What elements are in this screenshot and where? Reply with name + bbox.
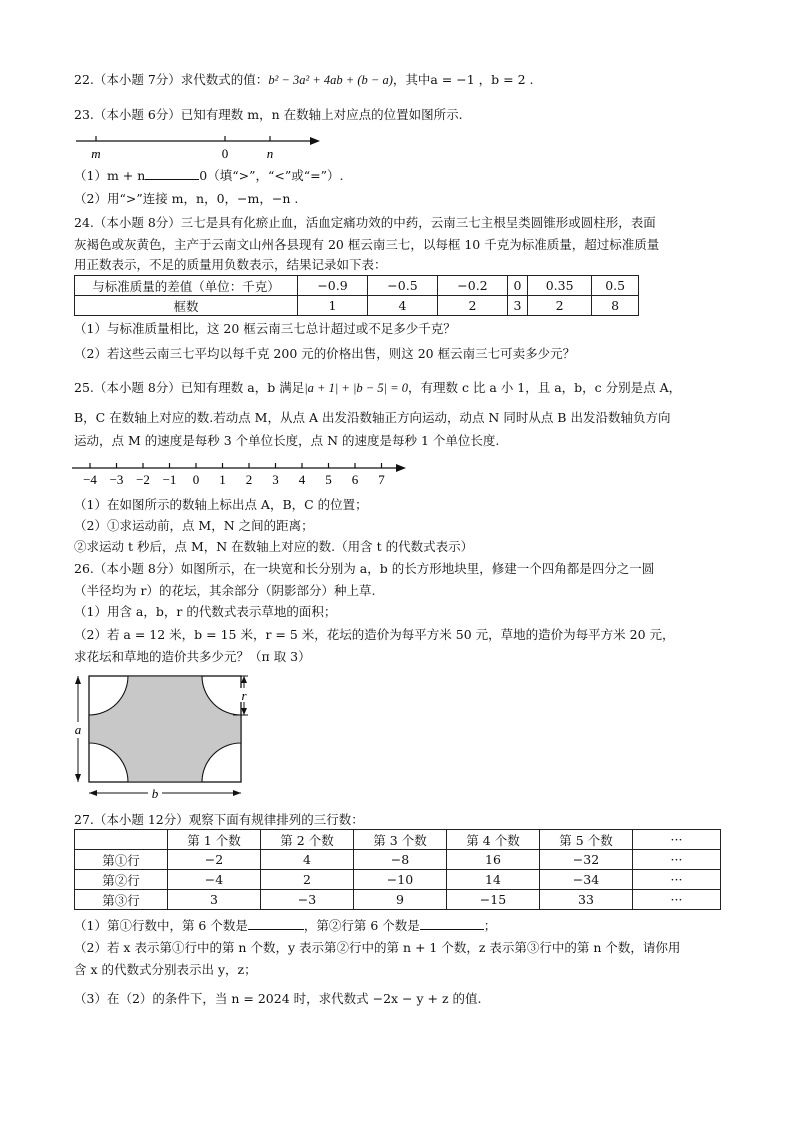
q27-stem: 27.（本小题 12分）观察下面有规律排列的三行数： [74,812,364,827]
q26-stem-line2: （半径均为 r）的花坛，其余部分（阴影部分）种上草. [74,583,376,598]
q26-dim-r-arrow-top [241,676,247,683]
q27-cell: −10 [354,870,447,890]
q27-header: 第 1 个数 [168,830,261,850]
q27-header [75,830,168,850]
q26-dim-a-arrow-bottom [75,774,81,782]
q27-header: 第 2 个数 [261,830,354,850]
q27-header: ··· [633,830,721,850]
q24-stem-line3: 用正数表示，不足的质量用负数表示，结果记录如下表： [74,257,387,272]
q22-line [74,72,533,88]
q24-cell: 3 [507,296,527,316]
q25-tick-label: 7 [378,472,385,487]
q24-table [74,275,639,316]
q26-stem-line1: 26.（本小题 8分）如图所示，在一块宽和长分别为 a，b 的长方形地块里，修建一个四角都是四分之一圆 [74,561,655,576]
q26-label-a: a [74,722,82,737]
q27-blank-row1[interactable] [248,917,304,930]
q27-cell: −32 [540,850,633,870]
q27-cell: 33 [540,890,633,910]
q22-condition: ，其中a = −1 ，b = 2 . [392,72,534,87]
q25-stem-line2: B，C 在数轴上对应的数.若动点 M，从点 A 出发沿数轴正方向运动，动点 N 同时从点 B 出发沿数轴负方向 [74,410,671,425]
q24-cell: −0.2 [437,276,507,296]
q23-label-n: n [266,146,274,161]
q26-dim-r-arrow-bottom [241,708,247,715]
q23-axis-arrow [310,137,320,145]
q25-tick-label: −4 [83,472,97,487]
q25-condition-expr: |a + 1| + |b − 5| = 0 [304,381,408,395]
q25-number-line [70,460,410,488]
q27-cell: ··· [633,850,721,870]
q26-dim-b-arrow-right [233,790,241,796]
q24-row2-label: 框数 [75,296,298,316]
q27-cell: 16 [447,850,540,870]
q25-ticks [83,463,385,487]
q27-blank-row2[interactable] [420,917,484,930]
q26-dim-b-arrow-left [89,790,97,796]
q26-label-b: b [151,786,159,801]
table-row [75,890,721,910]
q24-stem-line2: 灰褐色或灰黄色，主产于云南文山州各县现有 20 框云南三七，以每框 10 千克为标准质量，超过标准质量 [74,237,660,252]
q26-part3: 求花坛和草地的造价共多少元？（π 取 3） [74,649,311,664]
table-row [75,276,639,296]
q25-tick-label: 2 [245,472,253,487]
q25-tick-label: 4 [298,472,306,487]
q25-stem-text: 25.（本小题 8分）已知有理数 a，b 满足 [74,380,305,395]
q27-table [74,829,721,910]
q24-cell: 2 [437,296,507,316]
q24-cell: 0.5 [592,276,639,296]
q25-stem-line3: 运动，点 M 的速度是每秒 3 个单位长度，点 N 的速度是每秒 1 个单位长度. [74,433,500,448]
q25-tick-label: 0 [192,472,200,487]
q27-part1 [74,917,496,934]
q25-stem-line1 [74,380,681,396]
q27-part1-text-3: ； [483,918,497,933]
q27-row-label: 第③行 [75,890,168,910]
q27-cell: −2 [168,850,261,870]
q25-tick-label: −1 [162,472,177,487]
q25-part2: （2）①求运动前，点 M，N 之间的距离； [74,518,314,533]
q25-tick-label: 3 [272,472,279,487]
q23-answer-blank[interactable] [145,167,199,180]
q25-tick-label: −2 [136,472,150,487]
q27-part1-text: （1）第①行数中，第 6 个数是 [74,918,248,933]
q27-part3: （3）在（2）的条件下，当 n = 2024 时，求代数式 −2x − y + z 的值. [74,991,482,1006]
q23-stem: 23.（本小题 6分）已知有理数 m，n 在数轴上对应点的位置如图所示. [74,107,463,122]
q24-cell: 4 [367,296,437,316]
q26-label-r: r [241,688,247,703]
q25-axis-arrow [396,464,406,472]
q24-cell: −0.9 [298,276,368,296]
q27-header: 第 3 个数 [354,830,447,850]
q23-label-m: m [91,146,101,161]
q24-cell: 2 [527,296,591,316]
q27-cell: 2 [261,870,354,890]
q27-cell: 3 [168,890,261,910]
table-row [75,830,721,850]
q24-stem-line1: 24.（本小题 8分）三七是具有化瘀止血，活血定痛功效的中药，云南三七主根呈类圆锥形或圆柱形，表面 [74,215,656,230]
q24-cell: 0.35 [527,276,591,296]
q24-part1: （1）与标准质量相比，这 20 框云南三七总计超过或不足多少千克？ [74,321,456,336]
q23-number-line [74,133,324,163]
q26-dim-a-arrow-top [75,676,81,684]
q26-figure [70,670,255,805]
q23-part2: （2）用“>”连接 m，n，0，−m，−n . [74,191,299,206]
q24-cell: −0.5 [367,276,437,296]
q22-text: 22.（本小题 7分）求代数式的值： [74,72,269,87]
q24-part2: （2）若这些云南三七平均以每千克 200 元的价格出售，则这 20 框云南三七可卖多少元？ [74,346,576,361]
q23-part1 [74,167,343,184]
q25-part1: （1）在如图所示的数轴上标出点 A，B，C 的位置； [74,497,368,512]
q26-part1: （1）用含 a，b，r 的代数式表示草地的面积； [74,604,337,619]
q27-cell: −34 [540,870,633,890]
q27-part1-text-2: ，第②行第 6 个数是 [303,918,420,933]
q25-part3: ②求运动 t 秒后，点 M，N 在数轴上对应的数.（用含 t 的代数式表示） [74,539,474,554]
q27-cell: 4 [261,850,354,870]
q27-header: 第 4 个数 [447,830,540,850]
q26-part2: （2）若 a = 12 米，b = 15 米，r = 5 米，花坛的造价为每平方米 50 元，草地的造价为每平方米 20 元， [74,627,675,642]
q25-tick-label: 1 [219,472,226,487]
table-row [75,850,721,870]
q27-cell: 9 [354,890,447,910]
q27-cell: 14 [447,870,540,890]
q27-cell: −15 [447,890,540,910]
table-row [75,296,639,316]
q27-row-label: 第①行 [75,850,168,870]
q27-row-label: 第②行 [75,870,168,890]
q27-cell: −4 [168,870,261,890]
q25-tick-label: 5 [325,472,332,487]
table-row [75,870,721,890]
q24-cell: 8 [592,296,639,316]
q27-cell: −3 [261,890,354,910]
q23-label-0: 0 [221,146,229,161]
q23-part1-hint: 0（填“>”，“<”或“=”）. [199,168,344,183]
q27-cell: ··· [633,890,721,910]
q24-row1-label: 与标准质量的差值（单位：千克） [75,276,298,296]
q25-stem-text-2: ，有理数 c 比 a 小 1，且 a，b，c 分别是点 A， [407,380,682,395]
q27-header: 第 5 个数 [540,830,633,850]
q22-expression: b² − 3a² + 4ab + (b − a) [268,73,393,87]
q23-part1-text: （1）m + n [74,168,146,183]
q25-tick-label: 6 [351,472,359,487]
q27-part2-line1: （2）若 x 表示第①行中的第 n 个数，y 表示第②行中的第 n + 1 个数，z 表示第③行中的第 n 个数，请你用 [74,940,681,955]
q25-tick-label: −3 [109,472,124,487]
q24-cell: 1 [298,296,368,316]
q24-cell: 0 [507,276,527,296]
q27-cell: −8 [354,850,447,870]
q27-part2-line2: 含 x 的代数式分别表示出 y，z； [74,962,257,977]
q27-cell: ··· [633,870,721,890]
